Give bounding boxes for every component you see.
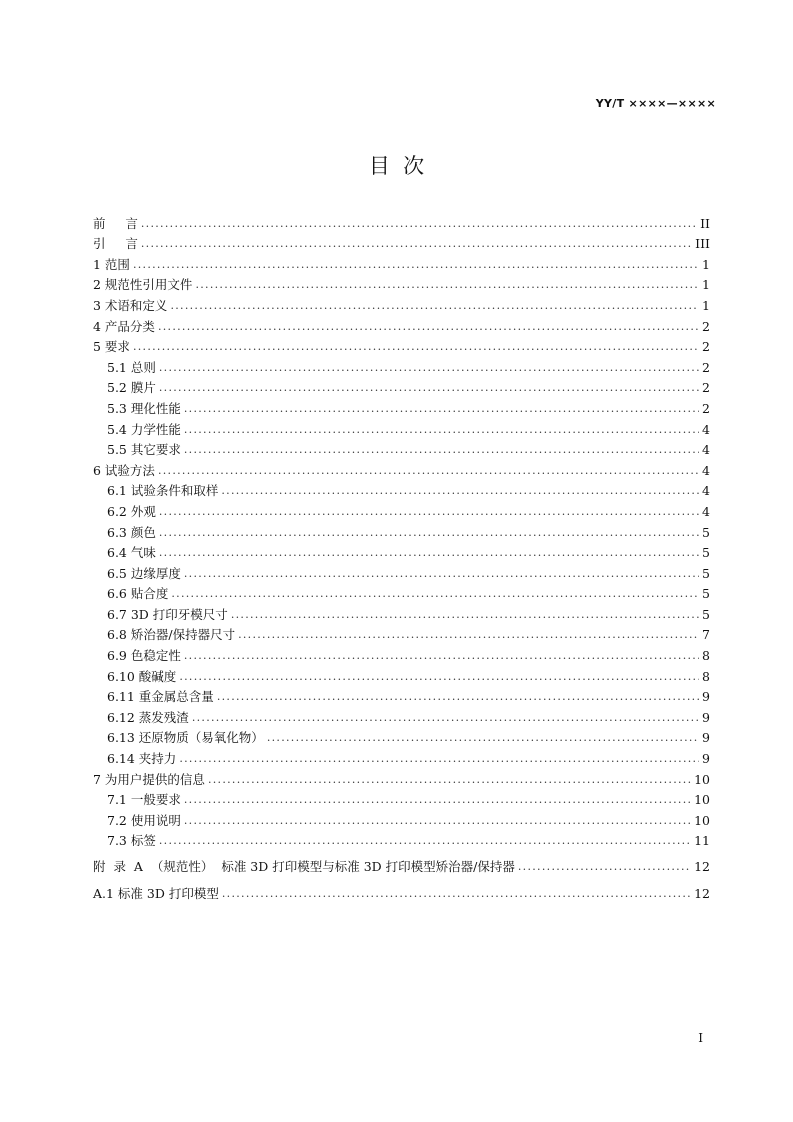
toc-entry-page: 1 <box>702 256 710 272</box>
toc-entry[interactable] <box>93 251 710 272</box>
toc-entry[interactable] <box>93 601 710 622</box>
document-code: YY/T ××××—×××× <box>595 97 716 110</box>
toc-entry-label: 6 试验方法 <box>93 462 155 478</box>
toc-entry-label: 1 范围 <box>93 256 130 272</box>
toc-entry[interactable] <box>93 292 710 313</box>
toc-entry-page: 9 <box>702 709 710 725</box>
toc-entry[interactable] <box>93 807 710 828</box>
toc-entry-label: 6.6 贴合度 <box>107 586 169 602</box>
toc-entry[interactable] <box>93 880 710 901</box>
toc-entry-label: 7.2 使用说明 <box>107 812 181 828</box>
toc-leader-dots <box>159 380 699 395</box>
toc-entry-label: A.1 标准 3D 打印模型 <box>93 885 219 901</box>
toc-entry[interactable] <box>93 704 710 725</box>
toc-leader-dots <box>518 859 691 874</box>
toc-entry-label: 6.10 酸碱度 <box>107 668 177 684</box>
toc-leader-dots <box>221 483 699 498</box>
toc-entry[interactable] <box>93 395 710 416</box>
toc-entry[interactable] <box>93 540 710 561</box>
toc-entry[interactable] <box>93 622 710 643</box>
toc-entry-page: 10 <box>694 771 710 787</box>
toc-leader-dots <box>158 463 699 478</box>
toc-entry-page: 11 <box>694 833 710 849</box>
toc-entry[interactable] <box>93 375 710 396</box>
toc-entry-page: 12 <box>694 885 710 901</box>
toc-entry-label: 5.2 膜片 <box>107 380 156 396</box>
toc-entry-page: 4 <box>702 483 710 499</box>
toc-entry-label: 5.5 其它要求 <box>107 442 181 458</box>
toc-entry-page: 5 <box>702 545 710 561</box>
page-title: 目 次 <box>368 154 425 178</box>
toc-entry-page: 12 <box>694 859 710 874</box>
toc-entry-label: 引 言 <box>93 236 138 252</box>
toc-leader-dots <box>184 401 699 416</box>
toc-entry[interactable] <box>93 853 710 874</box>
toc-entry-label: 6.5 边缘厚度 <box>107 565 181 581</box>
toc-entry-label: 6.14 夹持力 <box>107 751 177 767</box>
toc-entry[interactable] <box>93 519 710 540</box>
toc-entry-label: 6.1 试验条件和取样 <box>107 483 219 499</box>
toc-entry-page: 4 <box>702 503 710 519</box>
toc-entry[interactable] <box>93 416 710 437</box>
toc-entry-page: 5 <box>702 586 710 602</box>
toc-entry-label: 6.8 矫治器/保持器尺寸 <box>107 627 236 643</box>
toc-entry-label: 6.9 色稳定性 <box>107 648 181 664</box>
toc-entry[interactable] <box>93 313 710 334</box>
toc-entry-page: 2 <box>702 318 710 334</box>
toc-entry-label: 6.7 3D 打印牙模尺寸 <box>107 606 228 622</box>
toc-leader-dots <box>184 648 699 663</box>
toc-entry-label: 6.2 外观 <box>107 503 156 519</box>
toc-leader-dots <box>141 236 692 251</box>
toc-leader-dots <box>170 298 699 313</box>
page-number: I <box>698 1031 703 1045</box>
toc-leader-dots <box>159 504 699 519</box>
toc-leader-dots <box>184 442 699 457</box>
toc-leader-dots <box>133 257 699 272</box>
toc-entry[interactable] <box>93 272 710 293</box>
toc-leader-dots <box>184 792 691 807</box>
toc-entry[interactable] <box>93 766 710 787</box>
toc-entry-page: 2 <box>702 339 710 355</box>
toc-leader-dots <box>192 710 699 725</box>
toc-entry[interactable] <box>93 354 710 375</box>
toc-leader-dots <box>159 360 699 375</box>
toc-entry[interactable] <box>93 663 710 684</box>
toc-entry-page: 5 <box>702 524 710 540</box>
toc-entry[interactable] <box>93 684 710 705</box>
toc-entry-page: 9 <box>702 689 710 705</box>
toc-entry-page: 2 <box>702 380 710 396</box>
toc-entry-page: 5 <box>702 565 710 581</box>
toc-entry[interactable] <box>93 560 710 581</box>
toc-leader-dots <box>179 669 699 684</box>
toc-leader-dots <box>222 886 691 901</box>
toc-entry[interactable] <box>93 642 710 663</box>
toc-leader-dots <box>231 607 699 622</box>
toc-leader-dots <box>141 216 697 231</box>
toc-entry-page: 10 <box>694 812 710 828</box>
table-of-contents <box>93 210 710 901</box>
toc-entry[interactable] <box>93 498 710 519</box>
toc-entry-label: 5.1 总则 <box>107 359 156 375</box>
toc-entry-label: 6.4 气味 <box>107 545 156 561</box>
toc-entry-label: 5.3 理化性能 <box>107 400 181 416</box>
toc-entry-label: 6.12 蒸发残渣 <box>107 709 189 725</box>
toc-entry-page: III <box>695 236 710 252</box>
toc-entry[interactable] <box>93 745 710 766</box>
toc-entry-page: 8 <box>702 648 710 664</box>
toc-entry-label: 6.11 重金属总含量 <box>107 689 214 705</box>
toc-entry[interactable] <box>93 231 710 252</box>
toc-entry[interactable] <box>93 725 710 746</box>
toc-entry-page: 2 <box>702 359 710 375</box>
toc-leader-dots <box>267 730 699 745</box>
toc-leader-dots <box>159 545 699 560</box>
toc-entry-label: 5 要求 <box>93 339 130 355</box>
toc-entry[interactable] <box>93 437 710 458</box>
toc-entry-label: 6.13 还原物质（易氧化物） <box>107 730 264 746</box>
toc-entry-label: 前 言 <box>93 215 138 231</box>
toc-entry-label: 4 产品分类 <box>93 318 155 334</box>
toc-entry-label: 附 录 A （规范性） 标准 3D 打印模型与标准 3D 打印模型矫治器/保持器 <box>93 859 515 874</box>
toc-entry-page: 4 <box>702 462 710 478</box>
toc-entry-page: II <box>700 215 710 231</box>
toc-entry[interactable] <box>93 828 710 849</box>
toc-entry[interactable] <box>93 210 710 231</box>
toc-entry-label: 7.3 标签 <box>107 833 156 849</box>
toc-entry-label: 6.3 颜色 <box>107 524 156 540</box>
toc-entry[interactable] <box>93 787 710 808</box>
toc-entry-page: 4 <box>702 421 710 437</box>
toc-entry-label: 7.1 一般要求 <box>107 792 181 808</box>
toc-leader-dots <box>133 339 699 354</box>
toc-entry[interactable] <box>93 334 710 355</box>
toc-leader-dots <box>159 525 699 540</box>
toc-entry-page: 1 <box>702 297 710 313</box>
toc-entry-label: 7 为用户提供的信息 <box>93 771 205 787</box>
toc-entry[interactable] <box>93 478 710 499</box>
toc-entry-label: 5.4 力学性能 <box>107 421 181 437</box>
toc-leader-dots <box>208 772 691 787</box>
toc-leader-dots <box>184 566 699 581</box>
toc-leader-dots <box>184 422 699 437</box>
toc-entry-page: 1 <box>702 277 710 293</box>
toc-entry-page: 8 <box>702 668 710 684</box>
toc-leader-dots <box>195 277 699 292</box>
toc-entry[interactable] <box>93 581 710 602</box>
toc-leader-dots <box>184 813 691 828</box>
toc-leader-dots <box>179 751 699 766</box>
toc-entry-page: 7 <box>702 627 710 643</box>
toc-entry-page: 10 <box>694 792 710 808</box>
toc-leader-dots <box>171 586 699 601</box>
toc-entry-page: 5 <box>702 606 710 622</box>
toc-entry-label: 2 规范性引用文件 <box>93 277 193 293</box>
toc-entry[interactable] <box>93 457 710 478</box>
toc-entry-page: 2 <box>702 400 710 416</box>
toc-entry-page: 9 <box>702 730 710 746</box>
toc-leader-dots <box>238 627 699 642</box>
toc-leader-dots <box>217 689 699 704</box>
toc-leader-dots <box>158 319 699 334</box>
toc-leader-dots <box>159 833 691 848</box>
toc-entry-page: 4 <box>702 442 710 458</box>
toc-entry-label: 3 术语和定义 <box>93 297 168 313</box>
toc-entry-page: 9 <box>702 751 710 767</box>
